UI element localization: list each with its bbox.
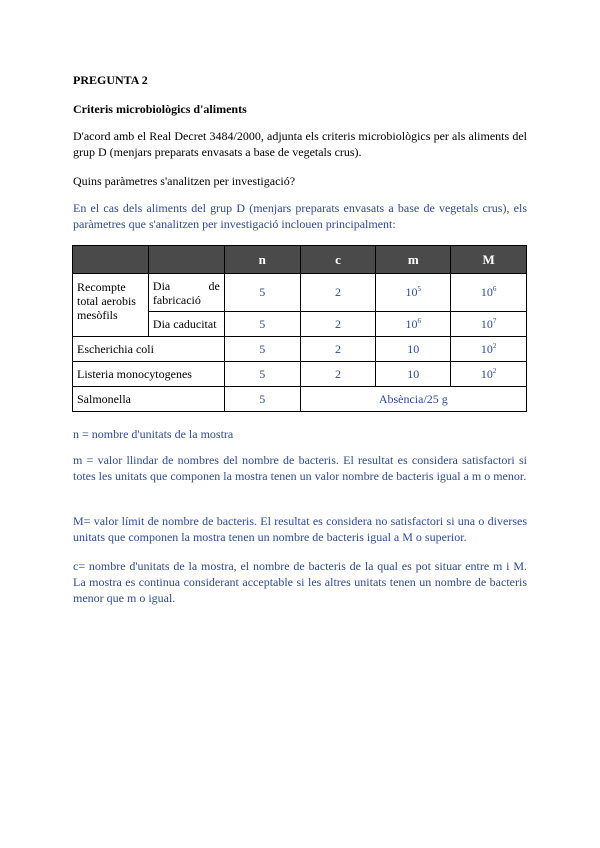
sublabel-fabricacio-c: fabricació: [152, 292, 201, 307]
header-c: c: [300, 246, 376, 274]
cell-M-exp: 2: [492, 341, 497, 350]
cell-n: 5: [224, 274, 300, 312]
header-empty-1: [73, 246, 149, 274]
cell-M-base: 10: [480, 316, 493, 331]
question-text: Quins paràmetres s'analitzen per investigació?: [73, 174, 296, 188]
cell-M: [451, 312, 527, 337]
row-label-ecoli: Escherichia coli: [73, 337, 225, 362]
section-title: Criteris microbiològics d'aliments: [73, 102, 247, 116]
cell-c: 2: [300, 362, 376, 387]
cell-n: 5: [224, 362, 300, 387]
row-label-salmonella: Salmonella: [73, 387, 225, 412]
cell-m: [376, 274, 451, 312]
cell-c: 2: [300, 337, 376, 362]
table-row: [73, 274, 527, 312]
cell-m: [376, 312, 451, 337]
row-label-listeria: Listeria monocytogenes: [73, 362, 225, 387]
definition-c: c= nombre d'unitats de la mostra, el nombre de bacteris de la qual es pot situar entre m i M. La mostra es continua considerant acceptable si les altres unitats tenen un nombre de bacteris menor que m o igual.: [73, 559, 527, 605]
sublabel-fabricacio-b: de: [208, 278, 220, 293]
cell-M-base: 10: [480, 285, 493, 299]
criteria-table: [72, 245, 527, 412]
row-label-aerobis: Recompte total aerobis mesòfils: [73, 274, 149, 337]
cell-M-base: 10: [480, 341, 493, 356]
cell-M-base: 10: [480, 366, 493, 381]
cell-M: [451, 274, 527, 312]
sublabel-fabricacio: [148, 274, 224, 312]
table-row: [73, 362, 527, 387]
table-row: [73, 337, 527, 362]
cell-M-exp: 7: [492, 316, 497, 325]
header-M: M: [451, 246, 527, 274]
cell-M: [451, 362, 527, 387]
cell-n: 5: [224, 312, 300, 337]
cell-c: 2: [300, 274, 376, 312]
cell-n: 5: [224, 337, 300, 362]
cell-m-exp: 6: [417, 316, 422, 325]
sublabel-fabricacio-a: Dia: [152, 278, 171, 293]
cell-m-base: 10: [405, 316, 418, 331]
header-empty-2: [148, 246, 224, 274]
cell-c: 2: [300, 312, 376, 337]
question-number: PREGUNTA 2: [73, 73, 148, 87]
header-m: m: [376, 246, 451, 274]
table-row: [73, 387, 527, 412]
cell-m: 10: [376, 337, 451, 362]
answer-intro: En el cas dels aliments del grup D (menjars preparats envasats a base de vegetals crus), els paràmetres que s'analitzen per investigació inclouen principalment:: [73, 201, 527, 231]
cell-m-exp: 5: [417, 285, 422, 293]
sublabel-caducitat: Dia caducitat: [148, 312, 224, 337]
cell-M-exp: 2: [492, 366, 497, 375]
cell-M: [451, 337, 527, 362]
cell-salmonella-value: Absència/25 g: [300, 387, 526, 412]
definition-m: m = valor llindar de nombres del nombre de bacteris. El resultat es considera satisfactori si totes les unitats que componen la mostra tenen un valor nombre de bacteris igual a m o menor.: [73, 453, 527, 483]
definition-M: M= valor límit de nombre de bacteris. El resultat es considera no satisfactori si una o diverses unitats que componen la mostra tenen un nombre de bacteris igual a M o superior.: [73, 514, 527, 544]
intro-paragraph: D'acord amb el Real Decret 3484/2000, adjunta els criteris microbiològics per als aliments del grup D (menjars preparats envasats a base de vegetals crus).: [73, 129, 527, 159]
cell-m-base: 10: [405, 285, 418, 299]
header-n: n: [224, 246, 300, 274]
table-header-row: [73, 246, 527, 274]
cell-m: 10: [376, 362, 451, 387]
definition-n: n = nombre d'unitats de la mostra: [73, 427, 234, 441]
cell-n: 5: [224, 387, 300, 412]
cell-M-exp: 6: [492, 285, 497, 293]
